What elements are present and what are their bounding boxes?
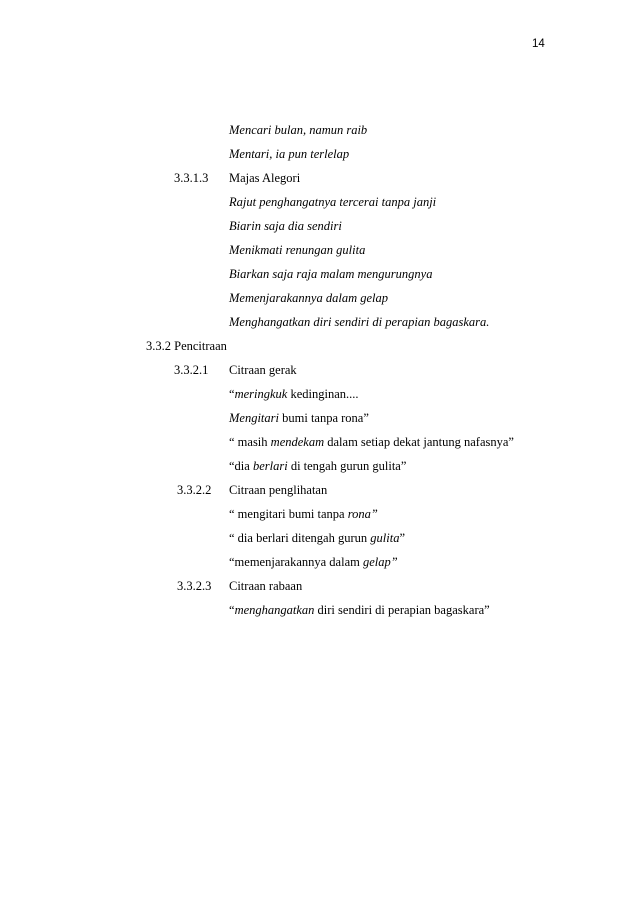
section-heading (146, 338, 227, 354)
section-title: Citraan gerak (229, 363, 297, 377)
poem-line: Biarin saja dia sendiri (229, 219, 342, 233)
page-number: 14 (532, 38, 545, 50)
section-title: Pencitraan (174, 339, 227, 353)
quote-line: “ masih mendekam dalam setiap dekat jantung nafasnya” (229, 435, 514, 449)
quote-line: Mengitari bumi tanpa rona” (229, 411, 369, 425)
poem-line: Mentari, ia pun terlelap (229, 147, 350, 161)
poem-line: Mencari bulan, namun raib (229, 123, 368, 137)
section-title: Citraan penglihatan (229, 483, 328, 497)
poem-line: Biarkan saja raja malam mengurungnya (229, 267, 433, 281)
section-number: 3.3.2.2 (177, 483, 212, 497)
quote-line: “meringkuk kedinginan.... (229, 387, 359, 401)
poem-line: Memenjarakannya dalam gelap (229, 291, 388, 305)
quote-line: “ dia berlari ditengah gurun gulita” (229, 531, 406, 545)
quote-line: “menghangatkan diri sendiri di perapian bagaskara” (229, 603, 490, 617)
quote-line: “dia berlari di tengah gurun gulita” (229, 459, 407, 473)
poem-line: Rajut penghangatnya tercerai tanpa janji (229, 195, 437, 209)
section-number: 3.3.2 (146, 339, 171, 353)
section-number: 3.3.1.3 (174, 171, 209, 185)
poem-line: Menghangatkan diri sendiri di perapian bagaskara. (229, 315, 490, 329)
section-number: 3.3.2.3 (177, 579, 212, 593)
section-title: Citraan rabaan (229, 579, 303, 593)
section-title: Majas Alegori (229, 171, 301, 185)
quote-line: “memenjarakannya dalam gelap” (229, 555, 398, 569)
quote-line: “ mengitari bumi tanpa rona” (229, 507, 378, 521)
section-number: 3.3.2.1 (174, 363, 209, 377)
poem-line: Menikmati renungan gulita (229, 243, 366, 257)
